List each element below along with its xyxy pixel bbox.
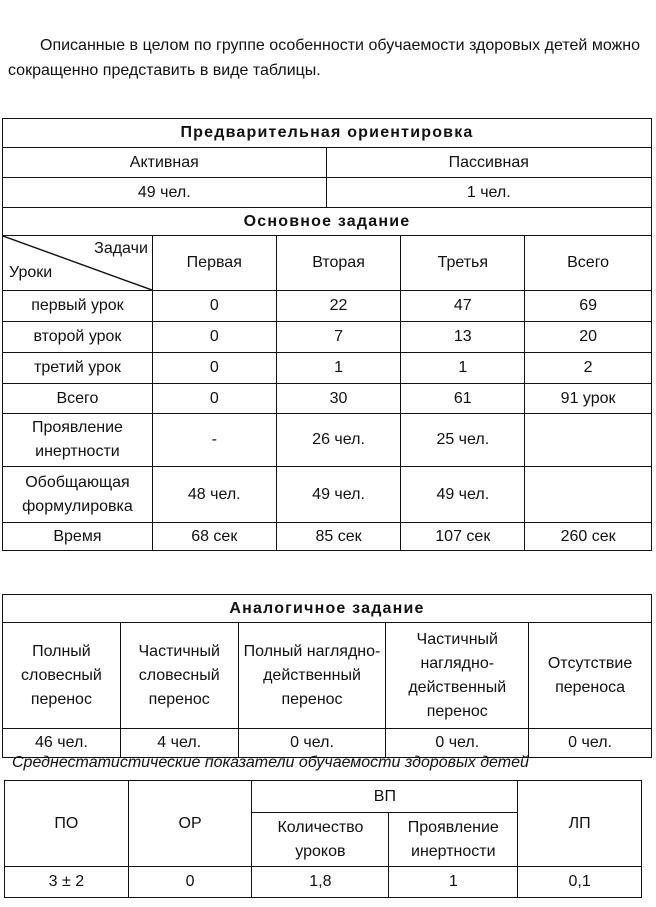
header-vp: ВП xyxy=(252,781,518,813)
cell: 2 xyxy=(525,353,652,384)
cell: 0,1 xyxy=(518,867,642,898)
header-full-visual: Полный наглядно-действенный перенос xyxy=(238,623,386,729)
cell: 91 урок xyxy=(525,384,652,414)
active-value: 49 чел. xyxy=(3,178,327,208)
cell: 0 чел. xyxy=(238,729,386,758)
table-row xyxy=(3,322,652,353)
cell: 1 xyxy=(389,867,518,898)
col-header-total: Всего xyxy=(525,236,652,291)
diagonal-header-cell xyxy=(3,236,153,291)
row-label: Всего xyxy=(3,384,153,414)
table-row xyxy=(5,867,642,898)
cell: 0 xyxy=(152,322,276,353)
header-or: ОР xyxy=(128,781,252,867)
col-header-third: Третья xyxy=(401,236,525,291)
table-caption: Среднестатистические показатели обучаемости здоровых детей xyxy=(12,754,529,771)
cell: 0 xyxy=(152,353,276,384)
analog-task-table xyxy=(2,594,652,758)
table-row xyxy=(3,291,652,322)
col-header-first: Первая xyxy=(152,236,276,291)
diag-tasks-label: Задачи xyxy=(94,240,148,257)
cell: 0 xyxy=(152,291,276,322)
cell: 1 xyxy=(276,353,401,384)
cell xyxy=(525,467,652,523)
cell: 49 чел. xyxy=(401,467,525,523)
cell: 1,8 xyxy=(252,867,389,898)
row-label: Обобщающая формулировка xyxy=(3,467,153,523)
table-row xyxy=(3,353,652,384)
table-row xyxy=(3,384,652,414)
cell: 25 чел. xyxy=(401,414,525,467)
cell: 49 чел. xyxy=(276,467,401,523)
cell: 4 чел. xyxy=(120,729,238,758)
intro-paragraph: Описанные в целом по группе особенности обучаемости здоровых детей можно сокращенно представить в виде таблицы. xyxy=(8,37,640,79)
header-po: ПО xyxy=(5,781,129,867)
main-results-table xyxy=(2,118,652,551)
header-partial-visual: Частичный наглядно-действенный перенос xyxy=(386,623,529,729)
header-no-transfer: Отсутствие переноса xyxy=(529,623,652,729)
row-label: Проявление инертности xyxy=(3,414,153,467)
cell: - xyxy=(152,414,276,467)
cell: 1 xyxy=(401,353,525,384)
table-row xyxy=(3,414,652,467)
active-label: Активная xyxy=(3,148,327,178)
cell: 46 чел. xyxy=(3,729,121,758)
cell: 0 чел. xyxy=(386,729,529,758)
cell: 0 xyxy=(128,867,252,898)
header-lp: ЛП xyxy=(518,781,642,867)
cell: 48 чел. xyxy=(152,467,276,523)
row-label: Время xyxy=(3,523,153,551)
passive-label: Пассивная xyxy=(326,148,651,178)
prelim-title: Предварительная ориентировка xyxy=(3,119,652,148)
cell: 47 xyxy=(401,291,525,322)
cell: 85 сек xyxy=(276,523,401,551)
row-label: второй урок xyxy=(3,322,153,353)
cell: 20 xyxy=(525,322,652,353)
cell: 69 xyxy=(525,291,652,322)
header-partial-verbal: Частичный словесный перенос xyxy=(120,623,238,729)
main-task-title: Основное задание xyxy=(3,208,652,236)
table-row xyxy=(3,467,652,523)
cell: 26 чел. xyxy=(276,414,401,467)
cell: 22 xyxy=(276,291,401,322)
passive-value: 1 чел. xyxy=(326,178,651,208)
row-label: третий урок xyxy=(3,353,153,384)
col-header-second: Вторая xyxy=(276,236,401,291)
diag-lessons-label: Уроки xyxy=(9,264,53,281)
cell: 13 xyxy=(401,322,525,353)
cell xyxy=(525,414,652,467)
table-row xyxy=(3,523,652,551)
stats-table xyxy=(4,780,642,898)
cell: 68 сек xyxy=(152,523,276,551)
cell: 107 сек xyxy=(401,523,525,551)
cell: 7 xyxy=(276,322,401,353)
header-vp-lessons: Количество уроков xyxy=(252,813,389,867)
cell: 0 xyxy=(152,384,276,414)
analog-title: Аналогичное задание xyxy=(3,595,652,623)
header-full-verbal: Полный словесный перенос xyxy=(3,623,121,729)
cell: 260 сек xyxy=(525,523,652,551)
cell: 61 xyxy=(401,384,525,414)
row-label: первый урок xyxy=(3,291,153,322)
cell: 30 xyxy=(276,384,401,414)
cell: 0 чел. xyxy=(529,729,652,758)
cell: 3 ± 2 xyxy=(5,867,129,898)
header-vp-inertia: Проявление инертности xyxy=(389,813,518,867)
